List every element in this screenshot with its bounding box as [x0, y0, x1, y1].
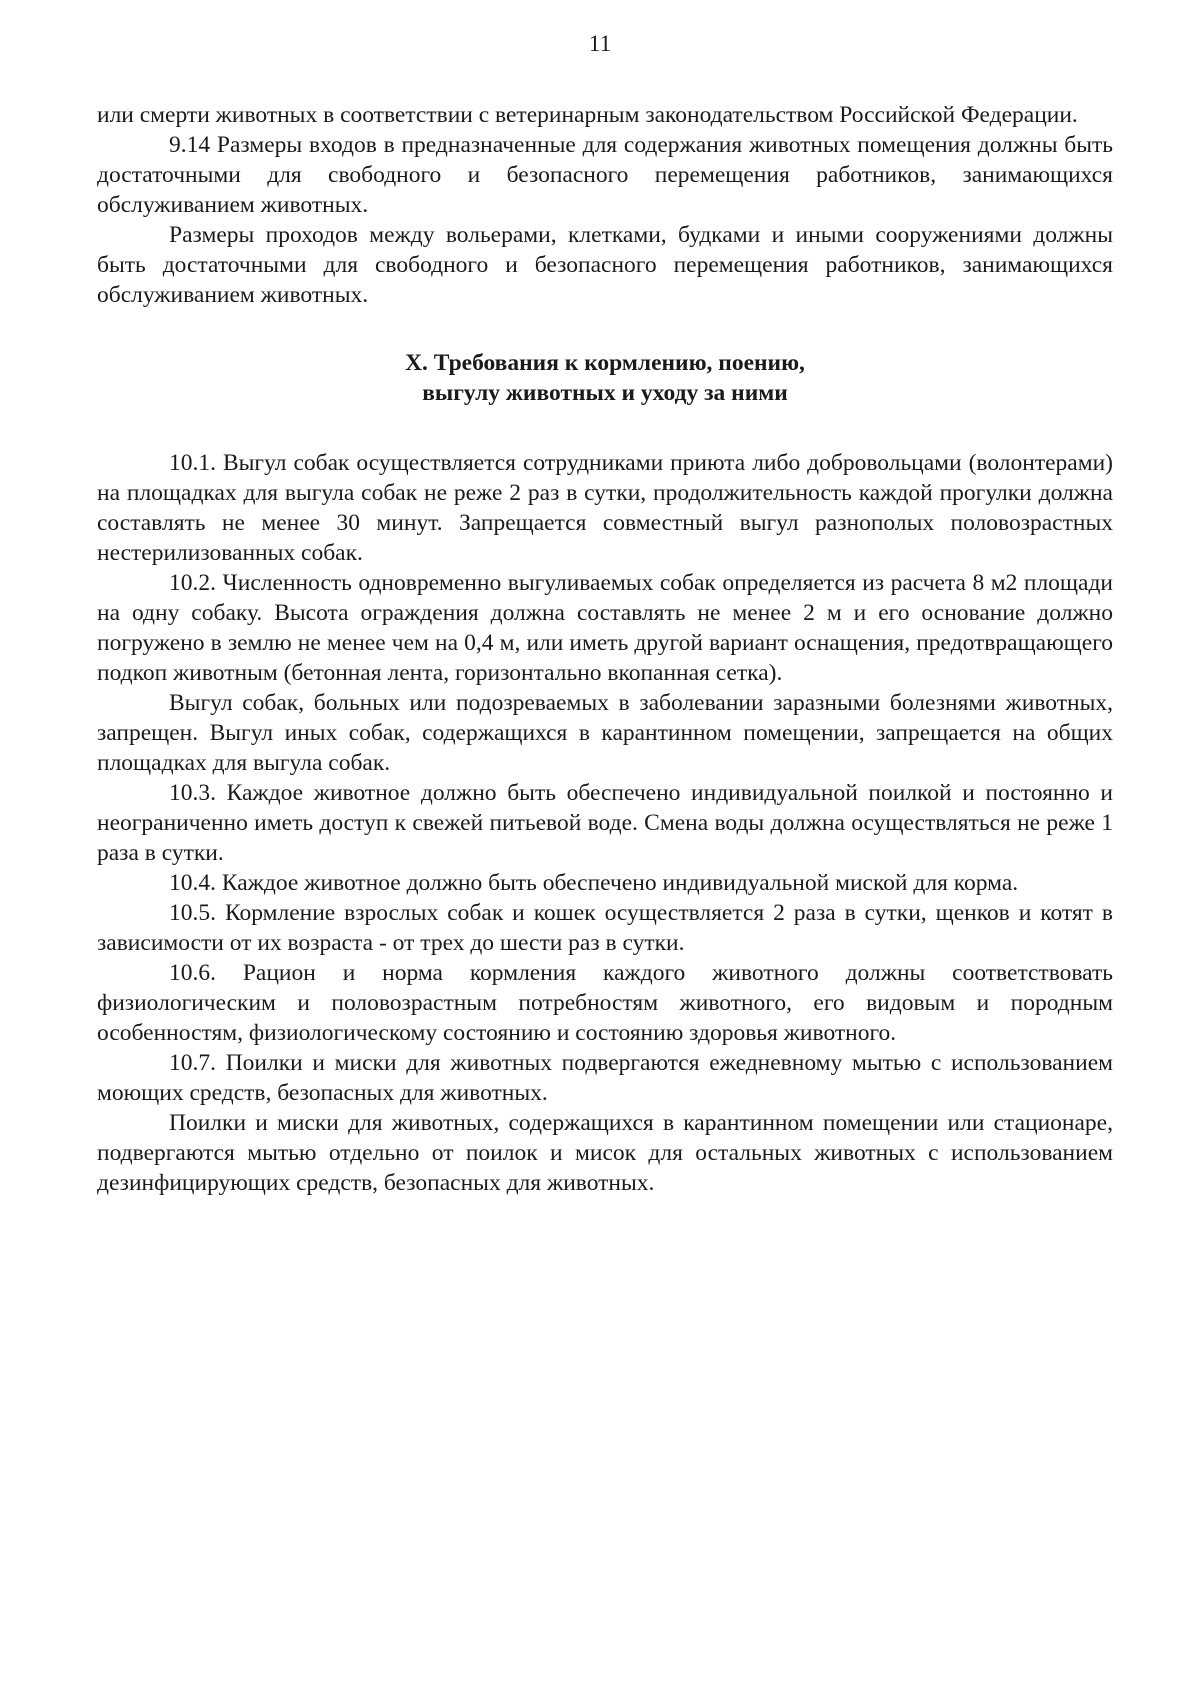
paragraph-10-6: 10.6. Рацион и норма кормления каждого животного должны соответствовать физиологическим и половозрастным потребностям животного, его видовым и породным особенностям, физиологическому состоянию и состоянию здоровья животного. — [97, 960, 1113, 1046]
section-heading-line-1: X. Требования к кормлению, поению, — [405, 350, 805, 376]
page-number: 11 — [588, 31, 612, 56]
section-heading-line-2: выгулу животных и уходу за ними — [422, 380, 788, 406]
paragraph-10-3: 10.3. Каждое животное должно быть обеспечено индивидуальной поилкой и постоянно и неограниченно иметь доступ к свежей питьевой воде. Смена воды должна осуществляться не реже 1 раза в сутки. — [97, 780, 1113, 866]
paragraph-10-4: 10.4. Каждое животное должно быть обеспечено индивидуальной миской для корма. — [169, 870, 1019, 896]
paragraph-9-14: 9.14 Размеры входов в предназначенные для содержания животных помещения должны быть достаточными для свободного и безопасного перемещения работников, занимающихся обслуживанием животных. — [97, 132, 1113, 218]
paragraph-9-14-passages: Размеры проходов между вольерами, клетками, будками и иными сооружениями должны быть достаточными для свободного и безопасного перемещения работников, занимающихся обслуживанием животных. — [97, 222, 1113, 308]
document-body — [97, 100, 1113, 1198]
paragraph-10-2-walking: Выгул собак, больных или подозреваемых в заболевании заразными болезнями животных, запрещен. Выгул иных собак, содержащихся в карантинном помещении, запрещается на общих площадках для выгула собак. — [97, 690, 1113, 776]
section-heading — [97, 348, 1113, 408]
paragraph-10-5: 10.5. Кормление взрослых собак и кошек осуществляется 2 раза в сутки, щенков и котят в зависимости от их возраста - от трех до шести раз в сутки. — [97, 900, 1113, 956]
paragraph-continuation: или смерти животных в соответствии с ветеринарным законодательством Российской Федерации. — [97, 102, 1078, 128]
paragraph-10-7: 10.7. Поилки и миски для животных подвергаются ежедневному мытью с использованием моющих средств, безопасных для животных. — [97, 1050, 1113, 1106]
paragraph-10-7-quarantine: Поилки и миски для животных, содержащихся в карантинном помещении или стационаре, подвергаются мытью отдельно от поилок и мисок для остальных животных с использованием дезинфицирующих средств, безопасных для животных. — [97, 1110, 1113, 1196]
paragraph-10-1: 10.1. Выгул собак осуществляется сотрудниками приюта либо добровольцами (волонтерами) на площадках для выгула собак не реже 2 раз в сутки, продолжительность каждой прогулки должна составлять не менее 30 минут. Запрещается совместный выгул разнополых половозрастных нестерилизованных собак. — [97, 450, 1113, 566]
paragraph-10-2: 10.2. Численность одновременно выгуливаемых собак определяется из расчета 8 м2 площади на одну собаку. Высота ограждения должна составлять не менее 2 м и его основание должно погружено в землю не менее чем на 0,4 м, или иметь другой вариант оснащения, предотвращающего подкоп животным (бетонная лента, горизонтально вкопанная сетка). — [97, 570, 1113, 686]
